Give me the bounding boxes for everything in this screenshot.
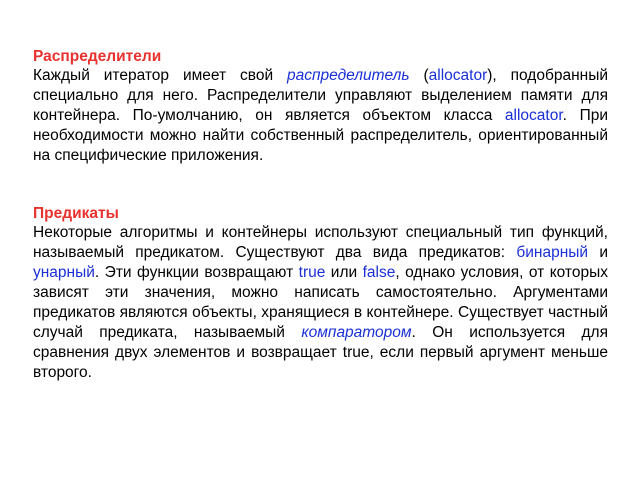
term-comparator: компаратором (301, 324, 412, 341)
text-segment: ), подобранный специально для него. Распределители управляют выделением памяти для контейнера. По-умолчанию, он является объектом класса (33, 67, 608, 124)
section-predicates (33, 204, 608, 383)
term-allocator-ru: распределитель (287, 67, 410, 84)
text-segment: ( (409, 67, 429, 84)
section-allocators (33, 47, 608, 166)
text-segment: Каждый итератор имеет свой (33, 67, 288, 84)
text-segment: или (325, 264, 363, 281)
text-segment: . Он используется для сравнения двух элементов и возвращает true, если первый аргумент меньше второго. (33, 324, 608, 381)
paragraph-predicates (33, 223, 608, 383)
term-binary: бинарный (516, 244, 589, 261)
keyword-false: false (362, 264, 396, 281)
text-segment: и (588, 244, 608, 261)
text-segment: . Эти функции возвращают (94, 264, 299, 281)
text-segment: , однако условия, от которых зависят эти значения, можно написать самостоятельно. Аргументами предикатов являются объекты, хранящиеся в контейнере. Существует частный случай предиката, называемый (33, 264, 608, 341)
text-segment: Некоторые алгоритмы и контейнеры используют специальный тип функций, называемый предикатом. Существуют два вида предикатов: (33, 224, 608, 261)
paragraph-allocators (33, 66, 608, 166)
heading-allocators: Распределители (33, 48, 162, 65)
class-allocator: allocator (504, 107, 563, 124)
keyword-true: true (298, 264, 326, 281)
text-segment: . При необходимости можно найти собственный распределитель, ориентированный на специфические приложения. (33, 107, 608, 164)
term-unary: унарный (33, 264, 95, 281)
heading-predicates: Предикаты (33, 205, 119, 222)
term-allocator-en: allocator (428, 67, 488, 84)
